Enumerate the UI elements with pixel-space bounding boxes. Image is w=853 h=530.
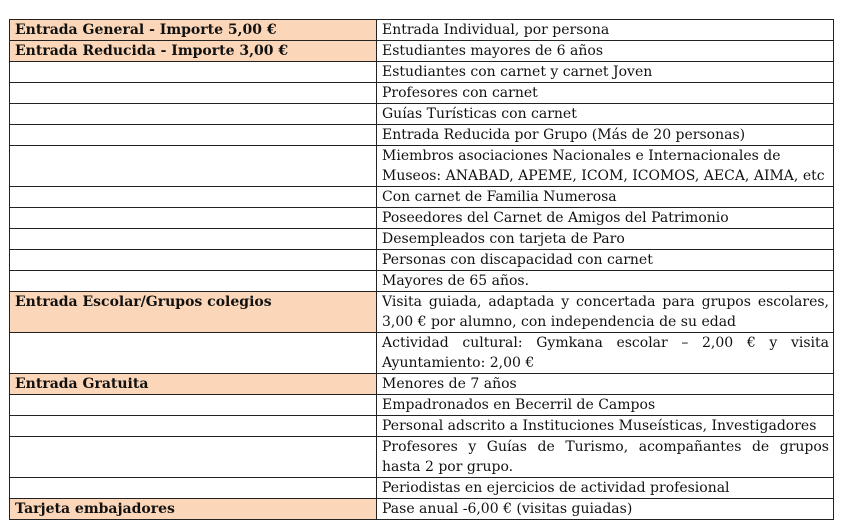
- category-cell: [10, 437, 377, 478]
- category-cell: [10, 146, 377, 187]
- description-cell: Visita guiada, adaptada y concertada para grupos escolares, 3,00 € por alumno, con independencia de su edad: [377, 292, 834, 333]
- description-cell: Entrada Reducida por Grupo (Más de 20 personas): [377, 125, 834, 146]
- category-cell: Tarjeta embajadores: [10, 499, 377, 520]
- table-row: [10, 395, 834, 416]
- description-cell: Periodistas en ejercicios de actividad profesional: [377, 478, 834, 499]
- table-row: [10, 271, 834, 292]
- table-row: [10, 208, 834, 229]
- table-row: [10, 187, 834, 208]
- category-cell: Entrada General - Importe 5,00 €: [10, 20, 377, 41]
- category-cell: [10, 250, 377, 271]
- description-cell: Personas con discapacidad con carnet: [377, 250, 834, 271]
- description-cell: Entrada Individual, por persona: [377, 20, 834, 41]
- table-row: [10, 333, 834, 374]
- description-cell: Profesores y Guías de Turismo, acompañantes de grupos hasta 2 por grupo.: [377, 437, 834, 478]
- table-row: [10, 62, 834, 83]
- table-row: [10, 83, 834, 104]
- category-cell: [10, 104, 377, 125]
- category-cell: [10, 187, 377, 208]
- category-cell: [10, 208, 377, 229]
- table-row: [10, 437, 834, 478]
- description-cell: Con carnet de Familia Numerosa: [377, 187, 834, 208]
- category-cell: Entrada Gratuita: [10, 374, 377, 395]
- table-row: [10, 292, 834, 333]
- category-cell: Entrada Reducida - Importe 3,00 €: [10, 41, 377, 62]
- description-cell: Estudiantes con carnet y carnet Joven: [377, 62, 834, 83]
- table-row: [10, 416, 834, 437]
- table-row: [10, 125, 834, 146]
- description-cell: Guías Turísticas con carnet: [377, 104, 834, 125]
- description-cell: Miembros asociaciones Nacionales e Internacionales de Museos: ANABAD, APEME, ICOM, ICOMOS, AECA, AIMA, etc: [377, 146, 834, 187]
- table-row: [10, 229, 834, 250]
- table-row: [10, 499, 834, 520]
- table-row: [10, 41, 834, 62]
- description-cell: Profesores con carnet: [377, 83, 834, 104]
- description-cell: Pase anual -6,00 € (visitas guiadas): [377, 499, 834, 520]
- description-cell: Actividad cultural: Gymkana escolar – 2,00 € y visita Ayuntamiento: 2,00 €: [377, 333, 834, 374]
- description-cell: Empadronados en Becerril de Campos: [377, 395, 834, 416]
- category-cell: [10, 395, 377, 416]
- price-table: [9, 19, 834, 520]
- category-cell: [10, 125, 377, 146]
- table-row: [10, 146, 834, 187]
- table-row: [10, 478, 834, 499]
- description-cell: Personal adscrito a Instituciones Museísticas, Investigadores: [377, 416, 834, 437]
- category-cell: [10, 271, 377, 292]
- table-row: [10, 374, 834, 395]
- description-cell: Desempleados con tarjeta de Paro: [377, 229, 834, 250]
- description-cell: Poseedores del Carnet de Amigos del Patrimonio: [377, 208, 834, 229]
- table-row: [10, 20, 834, 41]
- category-cell: [10, 229, 377, 250]
- category-cell: [10, 83, 377, 104]
- category-cell: [10, 478, 377, 499]
- category-cell: Entrada Escolar/Grupos colegios: [10, 292, 377, 333]
- category-cell: [10, 333, 377, 374]
- description-cell: Mayores de 65 años.: [377, 271, 834, 292]
- category-cell: [10, 62, 377, 83]
- description-cell: Menores de 7 años: [377, 374, 834, 395]
- description-cell: Estudiantes mayores de 6 años: [377, 41, 834, 62]
- table-row: [10, 104, 834, 125]
- category-cell: [10, 416, 377, 437]
- table-row: [10, 250, 834, 271]
